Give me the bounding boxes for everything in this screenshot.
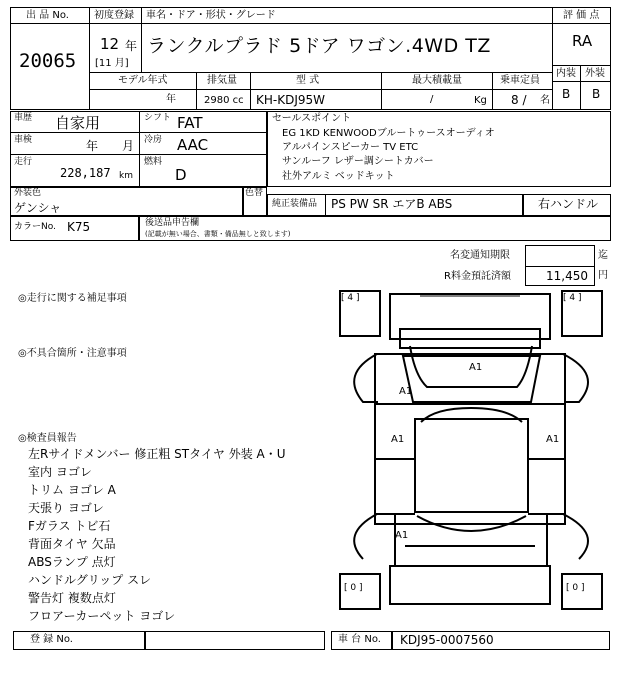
- sales-point-4: 社外アルミ ベッドキット: [282, 171, 395, 182]
- fuel-label: 燃料: [144, 157, 163, 167]
- chassis-value: KDJ95-0007560: [400, 633, 494, 647]
- displacement-value: 2980 cc: [204, 95, 244, 106]
- fuel-value: D: [175, 166, 187, 184]
- documents-label: 後送品申告欄: [145, 218, 200, 228]
- interior-label: 内装: [556, 68, 576, 79]
- inspection-month: 月: [122, 139, 135, 153]
- inspector-report-label: ◎検査員報告: [18, 433, 77, 444]
- sales-points-label: セールスポイント: [272, 113, 352, 124]
- model-year-unit: 年: [166, 94, 176, 105]
- interior-grade: B: [562, 87, 571, 101]
- first-reg-month: [11 月]: [95, 58, 129, 69]
- mileage-unit: km: [119, 171, 133, 181]
- left-rear-arch: [354, 514, 377, 559]
- mileage-value: 228,187: [60, 166, 111, 180]
- shift-value: FAT: [177, 114, 203, 132]
- right-rear-arch: [563, 514, 588, 559]
- exterior-color-label: 外装色: [14, 188, 42, 198]
- recycle-label: R料金預託済額: [444, 271, 511, 282]
- first-reg-year-unit: 年: [125, 39, 138, 53]
- sales-point-1: EG 1KD KENWOODブルートゥースオーディオ: [282, 128, 495, 139]
- color-change-label: 色替: [245, 188, 264, 198]
- tire-front-right: [ 4 ]: [563, 293, 582, 303]
- inspection-label: 車検: [14, 135, 33, 145]
- recycle-unit: 円: [598, 270, 608, 281]
- inspector-line-2: 室内 ヨゴレ: [28, 465, 92, 479]
- tire-rear-right: [ 0 ]: [566, 583, 585, 593]
- mark-left-door: A1: [391, 434, 405, 445]
- max-load-unit: Kg: [474, 95, 487, 106]
- defects-notes-label: ◎不具合箇所・注意事項: [18, 348, 127, 359]
- inspector-line-8: ハンドルグリップ スレ: [28, 573, 152, 587]
- lot-label: 出 品 No.: [26, 10, 69, 21]
- steering-value: 右ハンドル: [538, 197, 599, 211]
- max-load-slash: /: [430, 94, 434, 105]
- aircon-label: 冷房: [144, 135, 163, 145]
- inspector-line-7: ABSランプ 点灯: [28, 555, 116, 569]
- capacity-label: 乗車定員: [500, 75, 540, 86]
- mileage-label: 走行: [14, 157, 33, 167]
- right-front-arch: [563, 354, 588, 402]
- name-change-label: 名変通知期限: [450, 250, 510, 261]
- max-load-label: 最大積載量: [412, 75, 462, 86]
- inspection-year: 年: [86, 139, 99, 153]
- color-no-value: K75: [67, 220, 91, 234]
- name-change-unit: 迄: [598, 250, 608, 261]
- inspector-line-4: 天張り ヨゴレ: [28, 501, 104, 515]
- type-label: 型 式: [296, 75, 320, 86]
- displacement-label: 排気量: [207, 75, 237, 86]
- genuine-equipment-label: 純正装備品: [272, 199, 318, 209]
- genuine-equipment-value: PS PW SR エアB ABS: [331, 197, 453, 211]
- color-no-label: カラーNo.: [14, 222, 56, 232]
- tire-front-left: [ 4 ]: [341, 293, 360, 303]
- first-reg-label: 初度登録: [94, 10, 134, 21]
- registration-label: 登 録 No.: [30, 634, 73, 645]
- car-name-label: 車名・ドア・形状・グレード: [146, 10, 276, 21]
- rating-label: 評 価 点: [563, 10, 600, 21]
- car-name: ランクルプラド 5ドア ワゴン.4WD TZ: [147, 35, 491, 57]
- history-label: 車歴: [14, 113, 33, 123]
- lot-number: 20065: [19, 50, 77, 72]
- sales-point-3: サンルーフ レザー調シートカバー: [282, 156, 434, 167]
- capacity-value: 8 /: [511, 93, 527, 107]
- rear-bumper: [390, 566, 550, 604]
- chassis-label: 車 台 No.: [338, 634, 381, 645]
- capacity-unit: 名: [540, 95, 550, 106]
- recycle-value: 11,450: [546, 269, 588, 283]
- first-reg-year: 12: [100, 35, 120, 53]
- rating-value: RA: [572, 32, 593, 50]
- cabin-outline: [415, 419, 528, 512]
- name-change-box: [525, 245, 595, 267]
- exterior-grade: B: [592, 87, 601, 101]
- exterior-label: 外装: [585, 68, 605, 79]
- aircon-value: AAC: [177, 136, 209, 154]
- mark-right-door: A1: [546, 434, 560, 445]
- mark-roof: A1: [469, 362, 483, 373]
- inspector-line-9: 警告灯 複数点灯: [28, 591, 116, 605]
- front-bumper: [390, 294, 550, 339]
- history-value: 自家用: [55, 114, 101, 132]
- sales-point-2: アルパインスピーカー TV ETC: [282, 142, 419, 153]
- inspector-line-5: Fガラス トビ石: [28, 519, 111, 533]
- model-year-label: モデル年式: [118, 75, 168, 86]
- inspector-line-10: フロアーカーペット ヨゴレ: [28, 609, 176, 623]
- shift-label: シフト: [144, 113, 172, 123]
- mark-left-rear: A1: [395, 530, 409, 541]
- type-code: KH-KDJ95W: [256, 93, 326, 107]
- inspector-line-3: トリム ヨゴレ A: [28, 483, 116, 497]
- mark-left-front: A1: [399, 386, 413, 397]
- exterior-color-value: ゲンシャ: [14, 201, 62, 215]
- registration-value-box: [145, 631, 325, 650]
- car-condition-diagram: [335, 284, 615, 624]
- inspector-line-1: 左Rサイドメンバー 修正粗 STタイヤ 外装 A・U: [28, 447, 286, 461]
- tire-rear-left: [ 0 ]: [344, 583, 363, 593]
- documents-note: (記載が無い場合、書類・備品無しと致します): [145, 230, 291, 238]
- driving-notes-label: ◎走行に関する補足事項: [18, 293, 127, 304]
- inspector-line-6: 背面タイヤ 欠品: [28, 537, 116, 551]
